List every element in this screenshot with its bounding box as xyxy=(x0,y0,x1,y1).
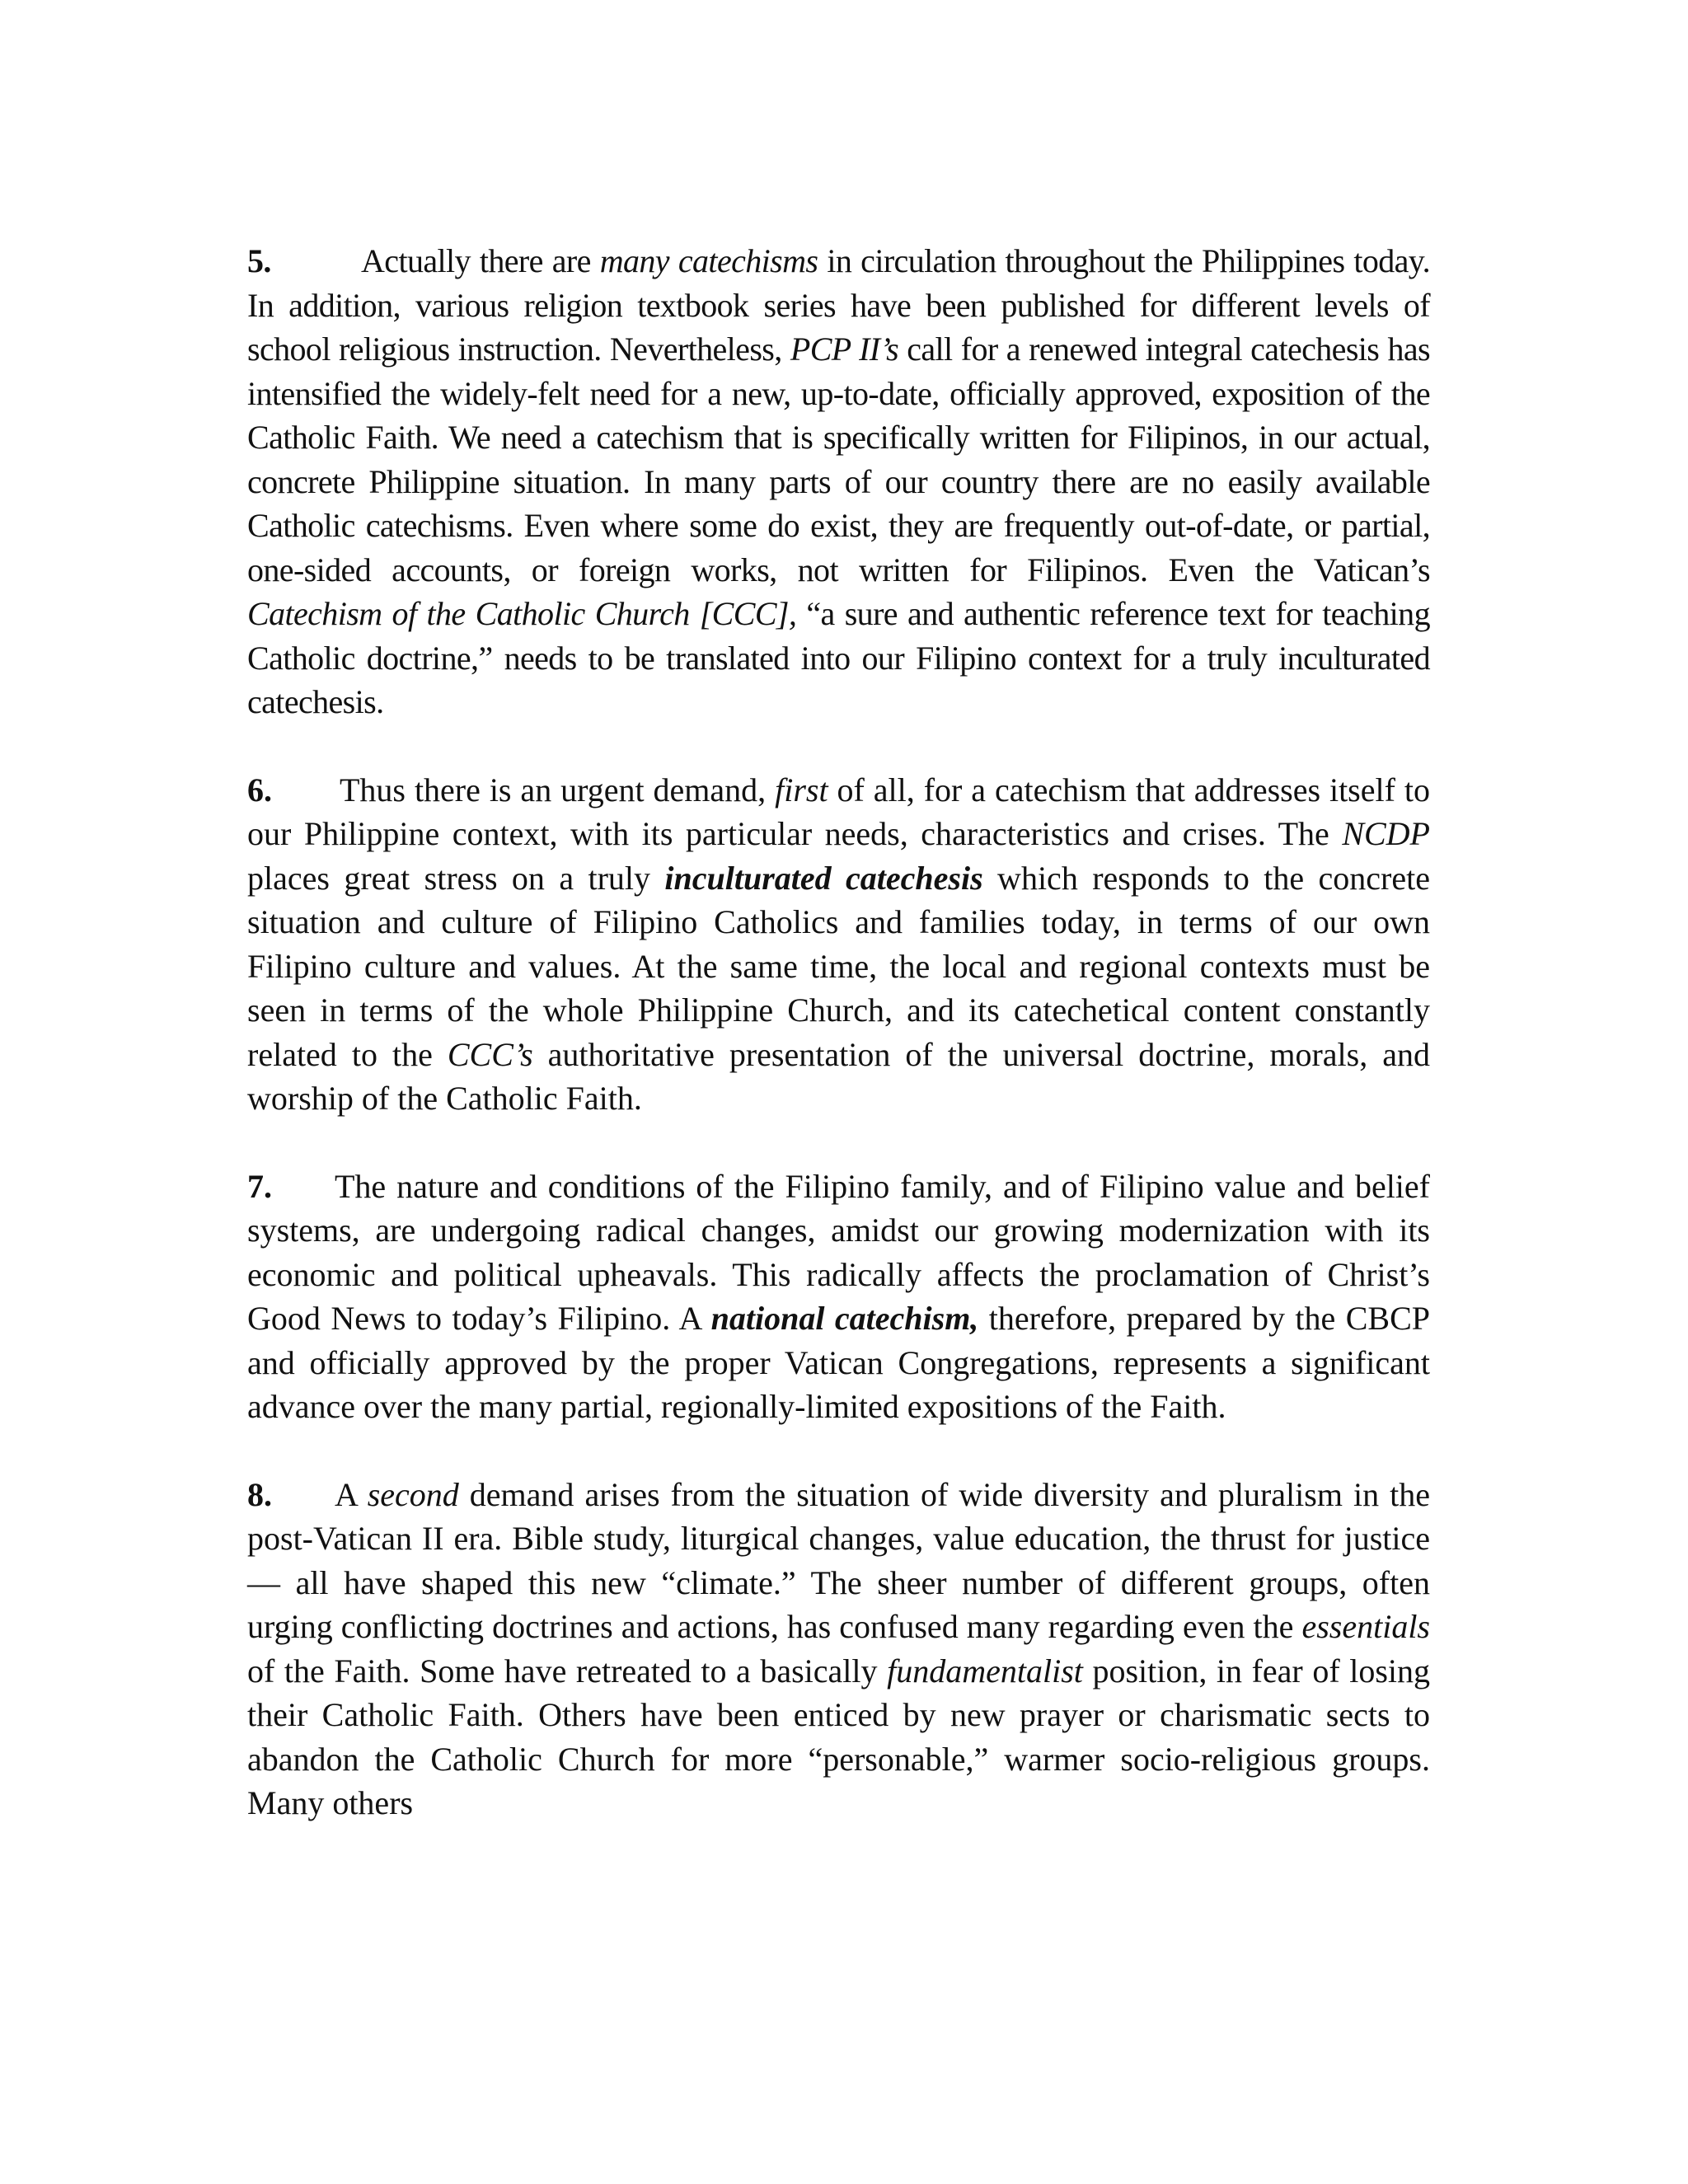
italic-text: Catechism of the Catholic Church [CCC], xyxy=(247,595,797,632)
paragraph-number: 7. xyxy=(247,1167,272,1205)
bold-italic-text: national catechism, xyxy=(710,1300,979,1337)
paragraph-text: call for a renewed integral catechesis has intensified the widely-felt need for a new, up-to-date, officially approved, exposition of the Catholic Faith. We need a catechism that is specifically written for Filipinos, in our actual, concrete Philippine situation. In many parts of our country there are no easily available Catholic catechisms. Even where some do exist, they are frequently out-of-date, or partial, one-sided accounts, or foreign works, not written for Filipinos. Even the Vatican’s xyxy=(247,330,1430,588)
paragraph-text: of all, for a catechism that addresses itself to our Philippine context, with its particular needs, characteristics and crises. The xyxy=(247,771,1430,852)
paragraph-text: The nature and conditions of the Filipino family, and of Filipino value and belief systems, are undergoing radical changes, amidst our growing modernization with its economic and political upheavals. This radically affects the proclamation of Christ’s Good News to today’s Filipino. A xyxy=(247,1167,1430,1337)
italic-text: essentials xyxy=(1301,1608,1430,1645)
italic-text: first xyxy=(775,771,828,808)
paragraph-6 xyxy=(247,768,1430,1121)
paragraph-text: “a sure and authentic reference text for teaching Catholic doctrine,” needs to be translated into our Filipino context for a truly inculturated catechesis. xyxy=(247,595,1430,720)
paragraph-text: in circulation throughout the Philippines today. In addition, various religion textbook series have been published for different levels of school religious instruction. Nevertheless, xyxy=(247,242,1431,368)
paragraph-text: authoritative presentation of the universal doctrine, morals, and worship of the Catholic Faith. xyxy=(247,1035,1430,1117)
document-body xyxy=(247,239,1430,1869)
paragraph-text: places great stress on a truly xyxy=(247,859,665,897)
paragraph-number: 6. xyxy=(247,771,272,808)
paragraph-number: 5. xyxy=(247,242,271,279)
italic-text: PCP II’s xyxy=(790,330,899,368)
italic-text: NCDP xyxy=(1342,815,1430,852)
paragraph-text: demand arises from the situation of wide diversity and pluralism in the post-Vatican II era. Bible study, liturgical changes, value education, the thrust for justice — all have shaped this new “climate.” The sheer number of different groups, often urging conflicting doctrines and actions, has confused many regarding even the xyxy=(247,1475,1430,1645)
italic-text: CCC’s xyxy=(447,1035,533,1073)
paragraph-text: Thus there is an urgent demand, xyxy=(340,771,776,808)
paragraph-text: therefore, prepared by the CBCP and officially approved by the proper Vatican Congregations, represents a significant advance over the many partial, regionally-limited expositions of the Faith. xyxy=(247,1300,1431,1425)
paragraph-8 xyxy=(247,1473,1430,1825)
paragraph-5 xyxy=(247,239,1430,724)
paragraph-text: of the Faith. Some have retreated to a basically xyxy=(247,1652,888,1690)
paragraph-text: position, in fear of losing their Catholic Faith. Others have been enticed by new prayer or charismatic sects to abandon the Catholic Church for more “personable,” warmer socio-religious groups. Many others xyxy=(247,1652,1431,1821)
bold-italic-text: inculturated catechesis xyxy=(664,859,983,897)
italic-text: second xyxy=(367,1475,459,1513)
italic-text: fundamentalist xyxy=(887,1652,1083,1690)
paragraph-text: A xyxy=(335,1475,368,1513)
italic-text: many catechisms xyxy=(599,242,818,279)
paragraph-text: which responds to the concrete situation and culture of Filipino Catholics and families today, in terms of our own Filipino culture and values. At the same time, the local and regional contexts must be seen in terms of the whole Philippine Church, and its catechetical content constantly related to the xyxy=(247,859,1430,1073)
paragraph-number: 8. xyxy=(247,1475,272,1513)
paragraph-text: Actually there are xyxy=(361,242,600,279)
paragraph-7 xyxy=(247,1165,1430,1429)
